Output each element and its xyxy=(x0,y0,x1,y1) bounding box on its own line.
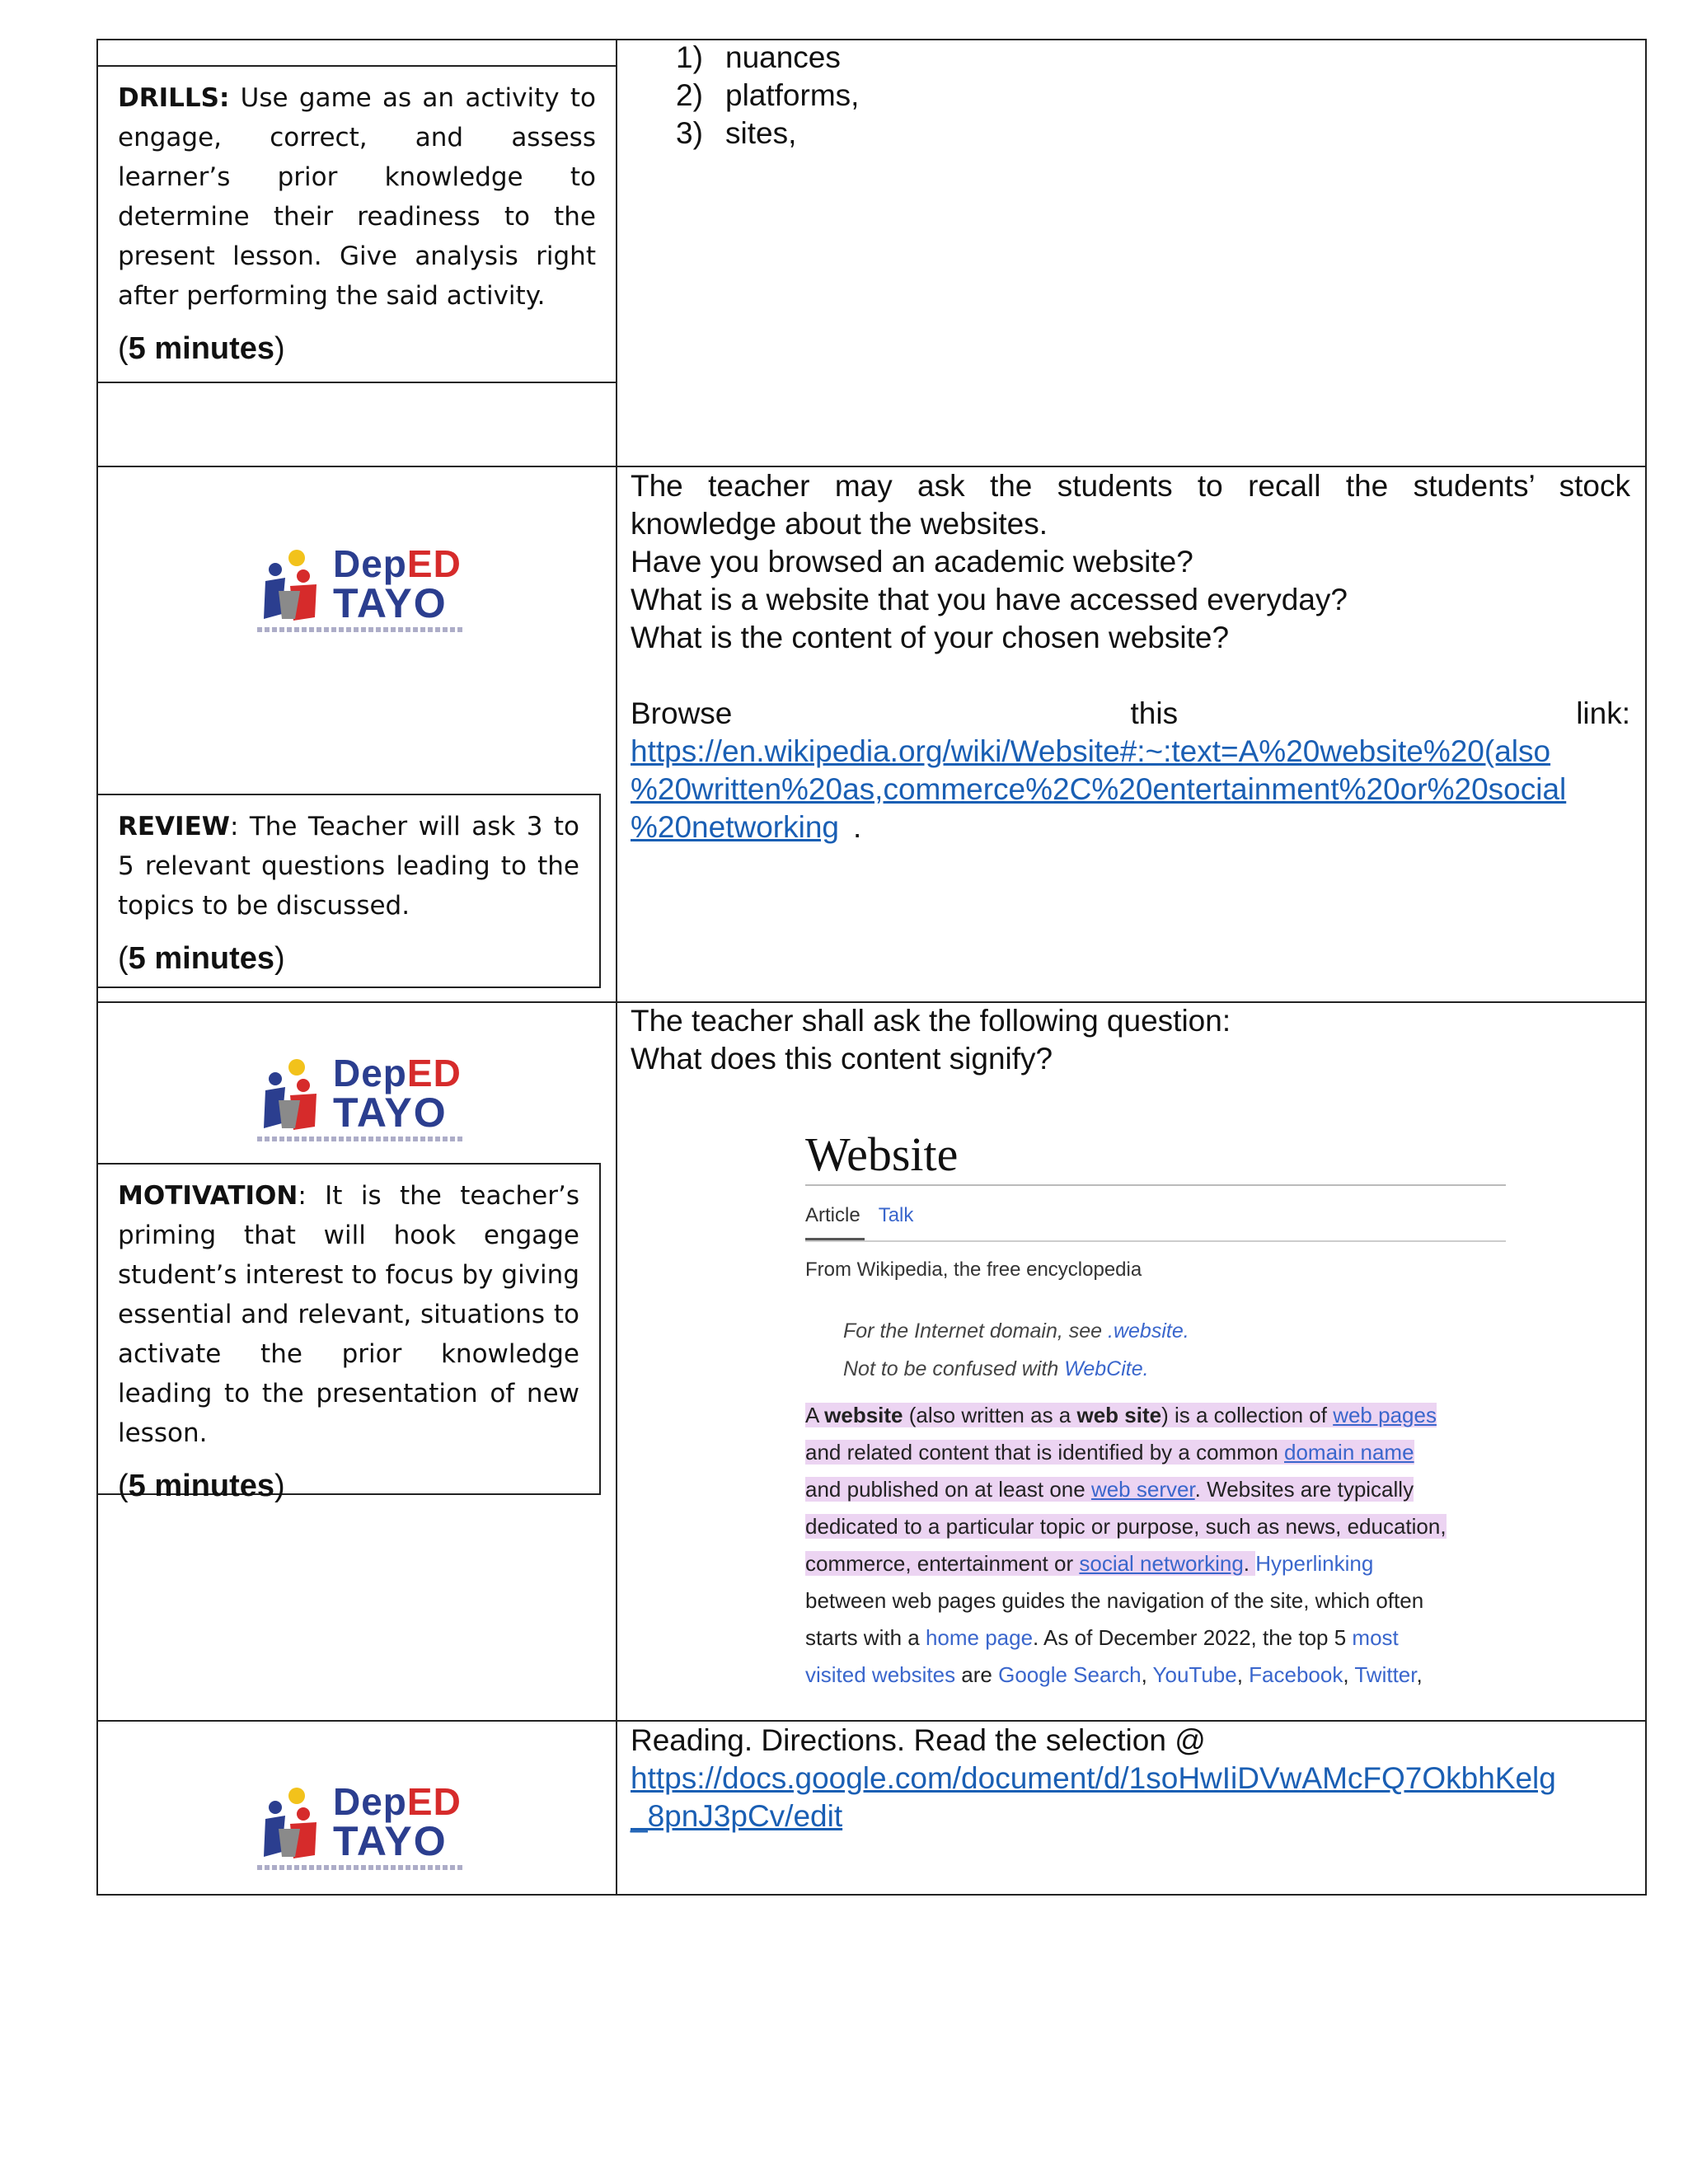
review-content: The teacher may ask the students to recall the students’ stock knowledge about the websites. Have you browsed an academic website? What is a website that you have accessed everyday? What is the content of your chosen website? Browse this link: https://en.wikipedia.org/wiki/Website#:~:text=A%20website%20(also %20written%20as,commerce%2C%20entertainment%20or%20social %20networking . xyxy=(631,467,1630,884)
logo-figures-icon xyxy=(257,548,323,622)
drills-label: DRILLS: xyxy=(118,83,230,113)
wiki-from: From Wikipedia, the free encyclopedia xyxy=(805,1258,1142,1281)
browse-line: Browse this link: xyxy=(631,696,1630,730)
google-doc-link[interactable]: https://docs.google.com/document/d/1soHwIiDVwAMcFQ7OkbhKelg _8pnJ3pCv/edit xyxy=(631,1761,1556,1833)
logo-figures-icon xyxy=(257,1057,323,1132)
wikipedia-screenshot xyxy=(758,1117,1517,1700)
list-item: 1) nuances xyxy=(676,40,841,74)
motivation-box xyxy=(96,1163,601,1503)
deped-tayo-logo: DepED TAYO xyxy=(257,540,463,639)
motivation-content: The teacher shall ask the following question: What does this content signify? xyxy=(631,1004,1231,1076)
logo-figures-icon xyxy=(257,1786,323,1860)
wiki-hatnote: For the Internet domain, see .website. xyxy=(843,1319,1189,1343)
vocab-list xyxy=(676,39,859,152)
drills-text: Use game as an activity to engage, correct, and assess learner’s prior knowledge to determine their readiness to the present lesson. Give analysis right after performing the said activity. xyxy=(118,83,596,311)
wiki-title: Website xyxy=(805,1127,959,1181)
wikipedia-link[interactable]: https://en.wikipedia.org/wiki/Website#:~:text=A%20website%20(also %20written%20as,commerce%2C%20entertainment%20or%20social %20networking xyxy=(631,734,1567,844)
list-item: 3) sites, xyxy=(676,116,797,150)
motivation-time: (5 minutes) xyxy=(118,1469,285,1503)
wiki-paragraph: A website (also written as a web site) is a collection of web pages and related content that is identified by a common domain name and published on at least one web server. Websites are typically dedicated to a particular topic or purpose, such as news, education, commerce, entertainment or social networking. Hyperlinking between web pages guides the navigation of the site, which often starts with a home page. As of December 2022, the top 5 most visited websites are Google Search, YouTube, Facebook, Twitter, xyxy=(805,1403,1447,1687)
drills-time: (5 minutes) xyxy=(118,331,285,366)
reading-content xyxy=(631,1722,1630,1835)
review-label: REVIEW xyxy=(118,812,230,841)
wiki-tabs xyxy=(805,1204,913,1227)
deped-tayo-logo: DepED TAYO xyxy=(257,1049,463,1148)
question-1: Have you browsed an academic website? xyxy=(631,545,1193,579)
tab-talk: Talk xyxy=(878,1204,914,1226)
deped-tayo-logo: DepED TAYO xyxy=(257,1778,463,1877)
wiki-hatnote: Not to be confused with WebCite. xyxy=(843,1357,1149,1380)
review-time: (5 minutes) xyxy=(118,941,285,976)
question-2: What is a website that you have accessed everyday? xyxy=(631,583,1348,616)
motivation-text: : It is the teacher’s priming that will hook engage student’s interest to focus by giving essential and relevant, situations to activate the prior knowledge leading to the presentation of new lesson. xyxy=(118,1181,579,1448)
motivation-label: MOTIVATION xyxy=(118,1181,298,1211)
review-box xyxy=(96,794,601,988)
question-3: What is the content of your chosen website? xyxy=(631,621,1230,654)
tab-article: Article xyxy=(805,1204,860,1226)
review-text: : The Teacher will ask 3 to 5 relevant questions leading to the topics to be discussed. xyxy=(118,812,579,921)
drills-box xyxy=(96,65,617,383)
reading-directions: Reading. Directions. Read the selection @ xyxy=(631,1723,1206,1757)
list-item: 2) platforms, xyxy=(676,78,860,112)
